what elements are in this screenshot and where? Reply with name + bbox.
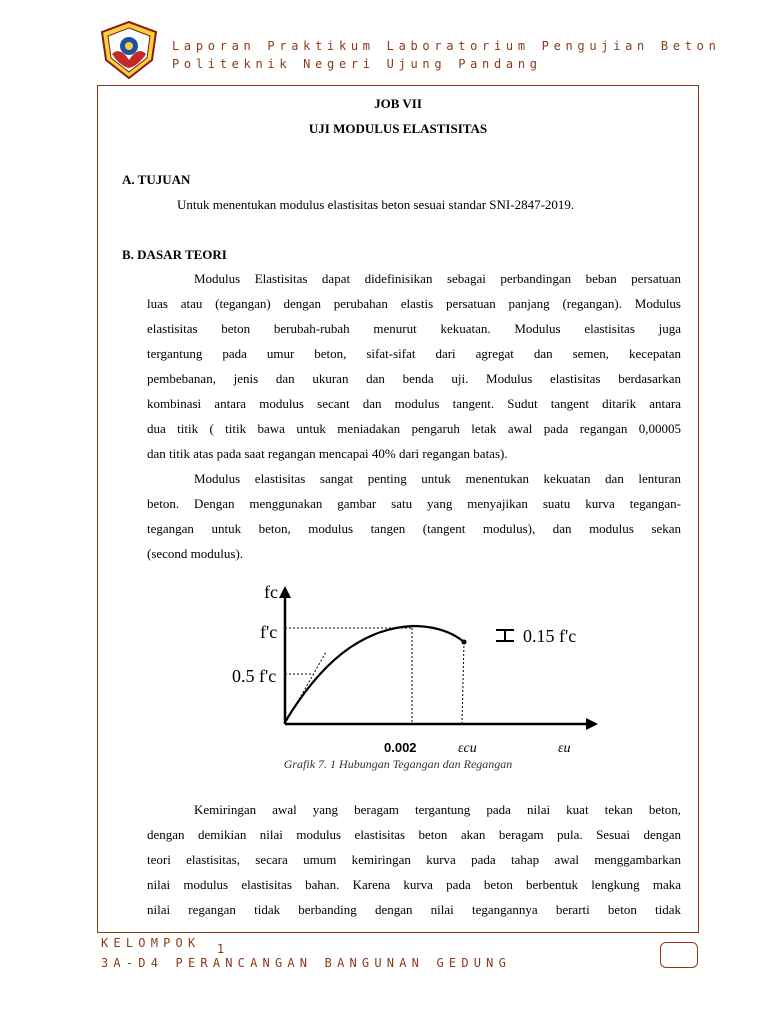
section-a-heading: A. TUJUAN: [122, 172, 191, 187]
p3-line: dengan demikian nilai modulus elastisitas beton akan beragam pula. Sesuai dengan: [147, 827, 681, 842]
p3-line: nilai regangan tidak berbanding dengan nilai tegangannya berarti beton tidak: [147, 902, 681, 917]
x-tick-0002: 0.002: [384, 740, 417, 755]
p1-line: luas atau (tegangan) dengan perubahan elastis persatuan panjang (regangan). Modulus: [147, 296, 681, 311]
x-tick-ecu: εcu: [458, 741, 477, 756]
p1-line: dua titik ( titik bawa untuk meniadakan pengaruh letak awal pada regangan 0,00005: [147, 421, 681, 436]
p2-line: tegangan untuk beton, modulus tangen (tangent modulus), dan modulus sekan: [147, 521, 681, 536]
group-number: 1: [216, 942, 230, 956]
page-number-box: [660, 942, 698, 968]
p2-line: beton. Dengan menggunakan gambar satu yang menyajikan suatu kurva tegangan-: [147, 496, 681, 511]
stress-strain-figure: [230, 574, 610, 760]
ultimate-drop-line: [462, 642, 464, 724]
p1-line: elastisitas beton berubah-rubah menurut kekuatan. Modulus elastisitas juga: [147, 321, 681, 336]
y-axis-label: fc: [264, 582, 278, 602]
header-line-2: Politeknik Negeri Ujung Pandang: [172, 57, 542, 71]
report-header: [172, 37, 721, 73]
class-label: 3A-D4 PERANCANGAN BANGUNAN GEDUNG: [101, 956, 512, 970]
group-label: KELOMPOK: [101, 936, 201, 950]
p1-line: dan titik atas pada saat regangan mencapai 40% dari regangan batas).: [147, 446, 508, 461]
job-title: JOB VII: [374, 96, 422, 111]
figure-caption: Grafik 7. 1 Hubungan Tegangan dan Regangan: [283, 757, 513, 771]
p3-line: Kemiringan awal yang beragam tergantung pada nilai kuat tekan beton,: [194, 802, 681, 817]
paragraph-1: [147, 266, 681, 466]
p1-line: tergantung pada umur beton, sifat-sifat dari agregat dan semen, kecepatan: [147, 346, 681, 361]
p1-line: kombinasi antara modulus secant dan modulus tangent. Sudut tangent ditarik antara: [147, 396, 681, 411]
p3-line: nilai modulus elastisitas bahan. Karena kurva pada beton berbentuk lengkung maka: [147, 877, 681, 892]
footer-group: [101, 936, 230, 956]
p1-line: Modulus Elastisitas dapat didefinisikan sebagai perbandingan beban persatuan: [194, 271, 681, 286]
y-axis-arrow: [279, 586, 291, 598]
section-a-text: Untuk menentukan modulus elastisitas beton sesuai standar SNI-2847-2019.: [177, 197, 575, 212]
stress-strain-curve: [285, 626, 464, 722]
p2-line: (second modulus).: [147, 546, 244, 561]
x-axis-arrow: [586, 718, 598, 730]
header-line-1: Laporan Praktikum Laboratorium Pengujian Beton: [172, 39, 721, 53]
half-fc-label: 0.5 f'c: [232, 666, 277, 686]
paragraph-3: [147, 797, 681, 922]
fc-label: f'c: [260, 622, 278, 642]
job-subtitle: UJI MODULUS ELASTISITAS: [308, 121, 488, 136]
x-tick-eu: εu: [558, 741, 571, 756]
p1-line: pembebanan, jenis dan ukuran dan benda uji. Modulus elastisitas berdasarkan: [147, 371, 681, 386]
p2-line: Modulus elastisitas sangat penting untuk menentukan kekuatan dan lenturan: [194, 471, 681, 486]
fc-015-label: 0.15 f'c: [523, 626, 577, 646]
p3-line: teori elastisitas, secara umum kemiringan kurva pada tahap awal menggambarkan: [147, 852, 681, 867]
paragraph-2: [147, 466, 681, 566]
institution-logo-icon: [98, 20, 160, 80]
ultimate-point: [462, 640, 467, 645]
section-b-heading: B. DASAR TEORI: [122, 247, 227, 262]
